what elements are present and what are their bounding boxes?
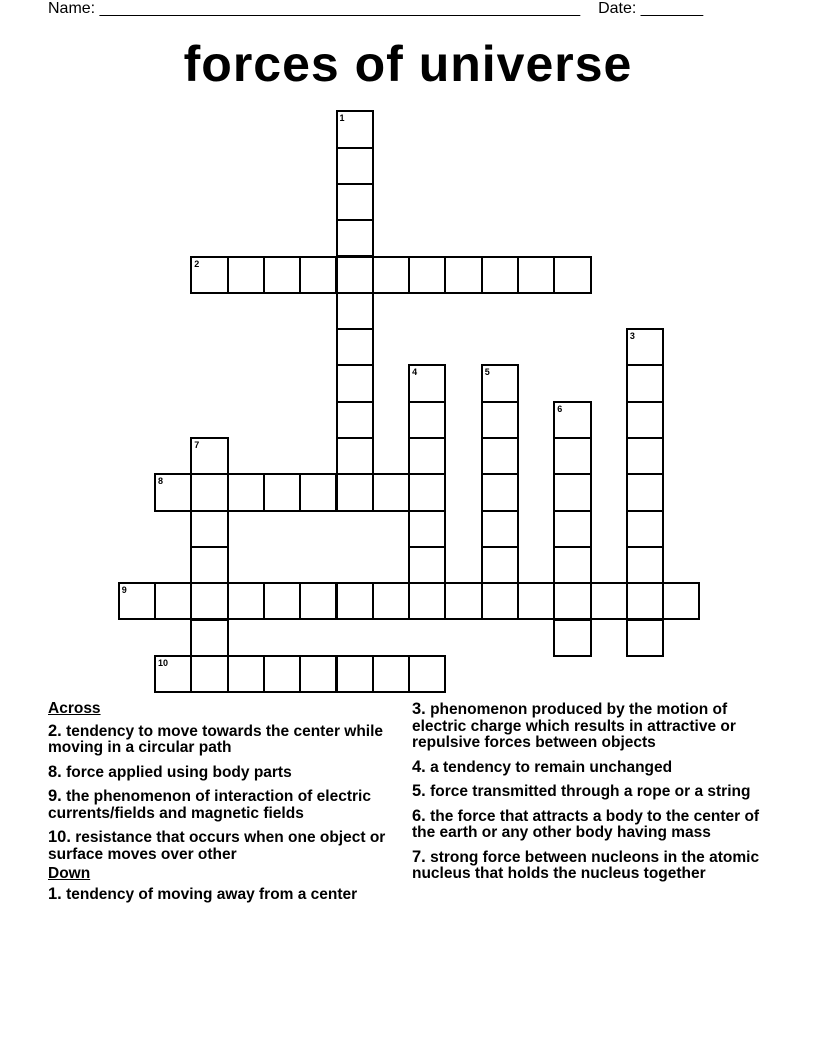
grid-cell[interactable] bbox=[336, 219, 374, 257]
grid-cell[interactable] bbox=[154, 655, 192, 693]
grid-cell[interactable] bbox=[481, 546, 519, 584]
grid-cell[interactable] bbox=[118, 582, 156, 620]
grid-cell[interactable] bbox=[190, 437, 228, 475]
grid-cell[interactable] bbox=[553, 546, 591, 584]
grid-cell[interactable] bbox=[408, 473, 446, 511]
clue-number-label: 10 bbox=[158, 657, 169, 668]
grid-cell[interactable] bbox=[626, 619, 664, 657]
clue-text: tendency to move towards the center while moving in a circular path bbox=[48, 722, 384, 756]
grid-cell[interactable] bbox=[227, 655, 265, 693]
grid-cell[interactable] bbox=[626, 437, 664, 475]
clue-text: force applied using body parts bbox=[61, 763, 292, 781]
grid-cell[interactable] bbox=[481, 473, 519, 511]
grid-cell[interactable] bbox=[626, 473, 664, 511]
clue-number: 3. bbox=[412, 700, 426, 718]
grid-cell[interactable] bbox=[190, 655, 228, 693]
clue-text: force transmitted through a rope or a string bbox=[425, 783, 751, 800]
clue-text: a tendency to remain unchanged bbox=[425, 758, 673, 776]
page-title: forces of universe bbox=[183, 36, 633, 92]
grid-cell[interactable] bbox=[190, 619, 228, 657]
grid-cell[interactable] bbox=[263, 473, 301, 511]
clues-right-column bbox=[412, 701, 762, 890]
across-heading: Across bbox=[48, 700, 101, 717]
grid-cell[interactable] bbox=[662, 582, 700, 620]
clue-down-1 bbox=[48, 886, 408, 904]
grid-cell[interactable] bbox=[336, 110, 374, 148]
clue-text: phenomenon produced by the motion of electric charge which results in attractive or repulsive forces between objects bbox=[412, 701, 736, 751]
grid-cell[interactable] bbox=[372, 256, 410, 294]
clue-down-4 bbox=[412, 759, 762, 777]
clue-across-9 bbox=[48, 788, 408, 822]
grid-cell[interactable] bbox=[626, 328, 664, 366]
grid-cell[interactable] bbox=[227, 256, 265, 294]
grid-cell[interactable] bbox=[336, 364, 374, 402]
clue-number-label: 8 bbox=[158, 476, 164, 487]
grid-cell[interactable] bbox=[553, 510, 591, 548]
grid-cell[interactable] bbox=[408, 510, 446, 548]
grid-cell[interactable] bbox=[626, 364, 664, 402]
grid-cell[interactable] bbox=[553, 619, 591, 657]
grid-cell[interactable] bbox=[408, 364, 446, 402]
clue-number-label: 9 bbox=[121, 585, 127, 596]
date-label: Date: bbox=[598, 0, 637, 17]
grid-cell[interactable] bbox=[154, 473, 192, 511]
grid-cell[interactable] bbox=[227, 473, 265, 511]
clue-down-5 bbox=[412, 783, 762, 801]
grid-cell[interactable] bbox=[336, 582, 374, 620]
grid-cell[interactable] bbox=[299, 256, 337, 294]
grid-cell[interactable] bbox=[263, 655, 301, 693]
clue-down-7 bbox=[412, 849, 762, 883]
grid-cell[interactable] bbox=[481, 437, 519, 475]
grid-cell[interactable] bbox=[190, 473, 228, 511]
grid-cell[interactable] bbox=[336, 183, 374, 221]
clue-number: 5. bbox=[412, 782, 426, 800]
clues-left-column bbox=[48, 701, 408, 910]
grid-cell[interactable] bbox=[263, 582, 301, 620]
grid-cell[interactable] bbox=[299, 473, 337, 511]
grid-cell[interactable] bbox=[481, 582, 519, 620]
grid-cell[interactable] bbox=[626, 582, 664, 620]
clue-number: 10. bbox=[48, 828, 71, 846]
name-blank[interactable]: ______________________________________________________ bbox=[99, 0, 581, 17]
grid-cell[interactable] bbox=[553, 582, 591, 620]
grid-cell[interactable] bbox=[299, 582, 337, 620]
clue-number: 8. bbox=[48, 762, 62, 781]
grid-cell[interactable] bbox=[190, 546, 228, 584]
clue-down-3 bbox=[412, 701, 762, 752]
name-label: Name: bbox=[48, 0, 96, 17]
clue-number-label: 1 bbox=[339, 113, 345, 124]
clue-number-label: 6 bbox=[557, 403, 563, 414]
clue-text: strong force between nucleons in the atomic nucleus that holds the nucleus together bbox=[412, 848, 760, 882]
grid-cell[interactable] bbox=[372, 655, 410, 693]
clue-number-label: 2 bbox=[194, 258, 200, 269]
grid-cell[interactable] bbox=[336, 473, 374, 511]
clue-down-6 bbox=[412, 808, 762, 842]
clue-across-10 bbox=[48, 829, 408, 863]
grid-cell[interactable] bbox=[336, 655, 374, 693]
clue-number-label: 4 bbox=[412, 367, 418, 378]
clue-text: tendency of moving away from a center bbox=[61, 885, 358, 903]
grid-cell[interactable] bbox=[336, 437, 374, 475]
grid-cell[interactable] bbox=[626, 401, 664, 439]
grid-cell[interactable] bbox=[553, 437, 591, 475]
clue-number: 1. bbox=[48, 884, 62, 903]
grid-cell[interactable] bbox=[372, 473, 410, 511]
grid-cell[interactable] bbox=[408, 655, 446, 693]
clue-text: resistance that occurs when one object or surface moves over other bbox=[48, 829, 386, 863]
grid-cell[interactable] bbox=[553, 473, 591, 511]
down-heading: Down bbox=[48, 865, 91, 882]
grid-cell[interactable] bbox=[590, 582, 628, 620]
grid-cell[interactable] bbox=[190, 582, 228, 620]
grid-cell[interactable] bbox=[626, 546, 664, 584]
grid-cell[interactable] bbox=[517, 256, 555, 294]
clue-number: 7. bbox=[412, 847, 426, 866]
grid-cell[interactable] bbox=[481, 510, 519, 548]
grid-cell[interactable] bbox=[481, 364, 519, 402]
grid-cell[interactable] bbox=[336, 401, 374, 439]
clue-number: 4. bbox=[412, 757, 426, 776]
grid-cell[interactable] bbox=[553, 256, 591, 294]
grid-cell[interactable] bbox=[299, 655, 337, 693]
clue-number: 2. bbox=[48, 721, 62, 740]
grid-cell[interactable] bbox=[444, 582, 482, 620]
grid-cell[interactable] bbox=[336, 328, 374, 366]
date-blank[interactable]: _______ bbox=[640, 0, 704, 17]
grid-cell[interactable] bbox=[190, 510, 228, 548]
grid-cell[interactable] bbox=[553, 401, 591, 439]
clue-number-label: 3 bbox=[629, 331, 635, 342]
grid-cell[interactable] bbox=[626, 510, 664, 548]
grid-cell[interactable] bbox=[227, 582, 265, 620]
grid-cell[interactable] bbox=[408, 401, 446, 439]
clue-text: the phenomenon of interaction of electric currents/fields and magnetic fields bbox=[48, 788, 371, 822]
clue-across-8 bbox=[48, 764, 408, 782]
clue-across-2 bbox=[48, 723, 408, 757]
grid-cell[interactable] bbox=[408, 582, 446, 620]
clue-number-label: 7 bbox=[194, 440, 200, 450]
grid-cell[interactable] bbox=[517, 582, 555, 620]
clue-number-label: 5 bbox=[484, 367, 490, 378]
grid-cell[interactable] bbox=[154, 582, 192, 620]
grid-cell[interactable] bbox=[444, 256, 482, 294]
clue-number: 6. bbox=[412, 806, 426, 825]
grid-cell[interactable] bbox=[190, 256, 228, 294]
grid-cell[interactable] bbox=[408, 546, 446, 584]
grid-cell[interactable] bbox=[481, 401, 519, 439]
grid-cell[interactable] bbox=[263, 256, 301, 294]
grid-cell[interactable] bbox=[336, 147, 374, 185]
grid-cell[interactable] bbox=[336, 292, 374, 330]
clue-number: 9. bbox=[48, 787, 62, 805]
grid-cell[interactable] bbox=[372, 582, 410, 620]
grid-cell[interactable] bbox=[408, 437, 446, 475]
grid-cell[interactable] bbox=[336, 256, 374, 294]
clue-text: the force that attracts a body to the center of the earth or any other body having mass bbox=[412, 807, 760, 841]
grid-cell[interactable] bbox=[408, 256, 446, 294]
grid-cell[interactable] bbox=[481, 256, 519, 294]
